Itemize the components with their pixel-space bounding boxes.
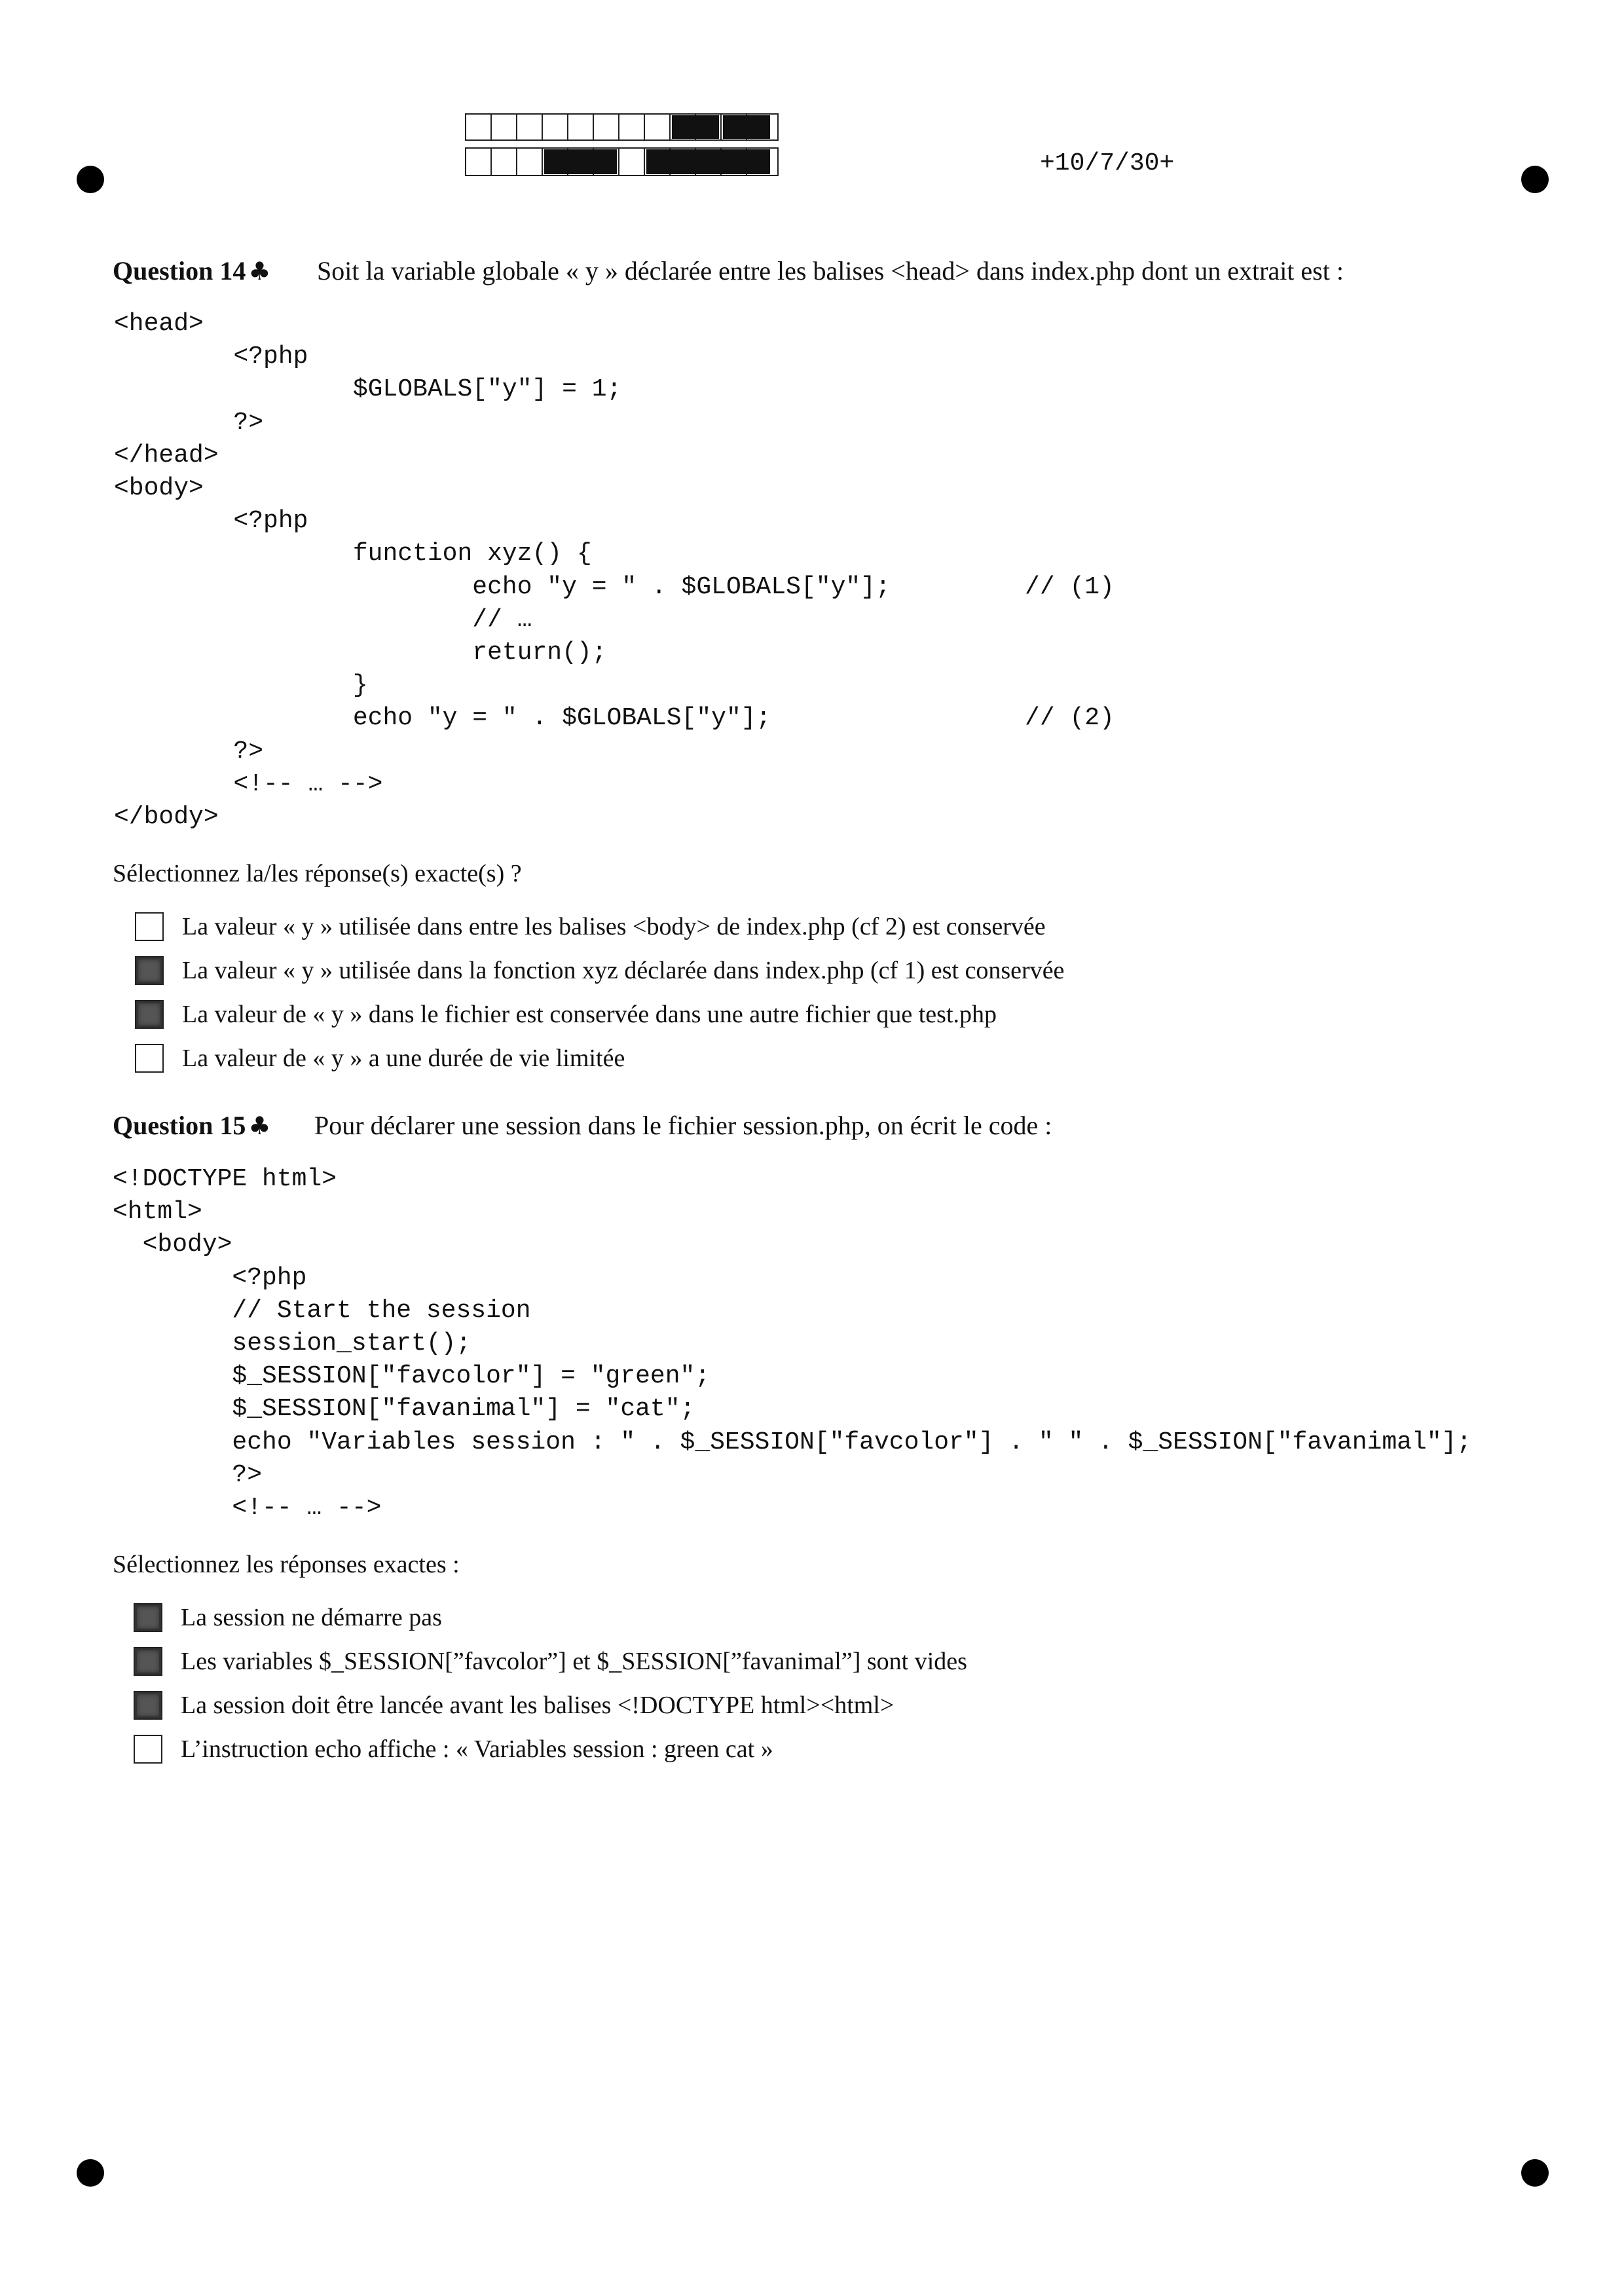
answer-text: La session doit être lancée avant les balises <!DOCTYPE html><html>	[181, 1692, 895, 1719]
club-icon: ♣	[248, 257, 271, 286]
code-line: // Start the session	[113, 1296, 531, 1325]
code-line: echo "Variables session : " . $_SESSION["favcolor"] . " " . $_SESSION["favanimal"];	[113, 1428, 1472, 1456]
code-line: <!-- … -->	[114, 769, 383, 798]
registration-mark-bottom-right	[1521, 2159, 1549, 2187]
code-line: $_SESSION["favcolor"] = "green";	[113, 1362, 710, 1391]
answer-checkbox[interactable]	[135, 912, 164, 941]
page-barcode	[465, 113, 779, 178]
question-15-code	[113, 1163, 1471, 1525]
answer-checkbox-checked[interactable]	[135, 956, 164, 985]
answer-text: La valeur « y » utilisée dans la fonction xyz déclarée dans index.php (cf 1) est conservée	[182, 957, 1065, 984]
code-line: <!DOCTYPE html>	[113, 1165, 337, 1193]
code-line: }	[114, 671, 368, 700]
answer-checkbox[interactable]	[135, 1044, 164, 1073]
answer-checkbox-checked[interactable]	[134, 1603, 162, 1632]
code-line: ?>	[113, 1460, 263, 1489]
code-line: <body>	[113, 1231, 232, 1259]
answer-text: La valeur « y » utilisée dans entre les balises <body> de index.php (cf 2) est conservée	[182, 913, 1046, 940]
code-line: echo "y = " . $GLOBALS["y"]; // (2)	[114, 704, 1115, 733]
code-line: echo "y = " . $GLOBALS["y"]; // (1)	[114, 572, 1115, 601]
question-14-statement: Soit la variable globale « y » déclarée entre les balises <head> dans index.php dont un extrait est :	[317, 256, 1344, 286]
code-line: </head>	[114, 441, 219, 470]
page-identifier: +10/7/30+	[1040, 149, 1175, 177]
code-line: <!-- … -->	[113, 1494, 382, 1523]
code-line: $GLOBALS["y"] = 1;	[114, 375, 622, 404]
code-line: function xyz() {	[114, 540, 592, 568]
club-icon: ♣	[248, 1111, 271, 1140]
code-line: ?>	[114, 737, 264, 766]
code-line: <body>	[114, 474, 204, 503]
answer-text: Les variables $_SESSION[”favcolor”] et $_SESSION[”favanimal”] sont vides	[181, 1648, 967, 1675]
code-line: <html>	[113, 1198, 202, 1227]
question-15-statement: Pour déclarer une session dans le fichier session.php, on écrit le code :	[314, 1111, 1052, 1140]
question-15-label: Question 15	[113, 1111, 246, 1140]
code-line: $_SESSION["favanimal"] = "cat";	[113, 1395, 695, 1424]
question-14-prompt: Sélectionnez la/les réponse(s) exacte(s) ?	[113, 860, 522, 887]
question-15-header	[113, 1110, 270, 1141]
answer-checkbox-checked[interactable]	[134, 1647, 162, 1676]
question-14-code	[114, 308, 1115, 834]
answer-checkbox-checked[interactable]	[135, 1000, 164, 1029]
answer-checkbox-checked[interactable]	[134, 1691, 162, 1720]
registration-mark-top-left	[77, 166, 104, 193]
code-line: <?php	[113, 1263, 307, 1292]
code-line: <?php	[114, 507, 308, 536]
question-15-prompt: Sélectionnez les réponses exactes :	[113, 1551, 460, 1578]
answer-text: L’instruction echo affiche : « Variables session : green cat »	[181, 1735, 773, 1763]
code-line: <head>	[114, 310, 204, 338]
code-line: </body>	[114, 803, 219, 832]
code-line: ?>	[114, 408, 264, 437]
registration-mark-bottom-left	[77, 2159, 104, 2187]
question-14-header	[113, 255, 270, 286]
answer-checkbox[interactable]	[134, 1735, 162, 1764]
code-line: session_start();	[113, 1329, 471, 1358]
registration-mark-top-right	[1521, 166, 1549, 193]
code-line: <?php	[114, 343, 308, 371]
answer-text: La valeur de « y » dans le fichier est conservée dans une autre fichier que test.php	[182, 1001, 997, 1028]
answer-text: La valeur de « y » a une durée de vie limitée	[182, 1045, 625, 1072]
answer-text: La session ne démarre pas	[181, 1604, 442, 1631]
code-line: // …	[114, 605, 532, 634]
question-14-label: Question 14	[113, 256, 246, 286]
code-line: return();	[114, 639, 607, 667]
